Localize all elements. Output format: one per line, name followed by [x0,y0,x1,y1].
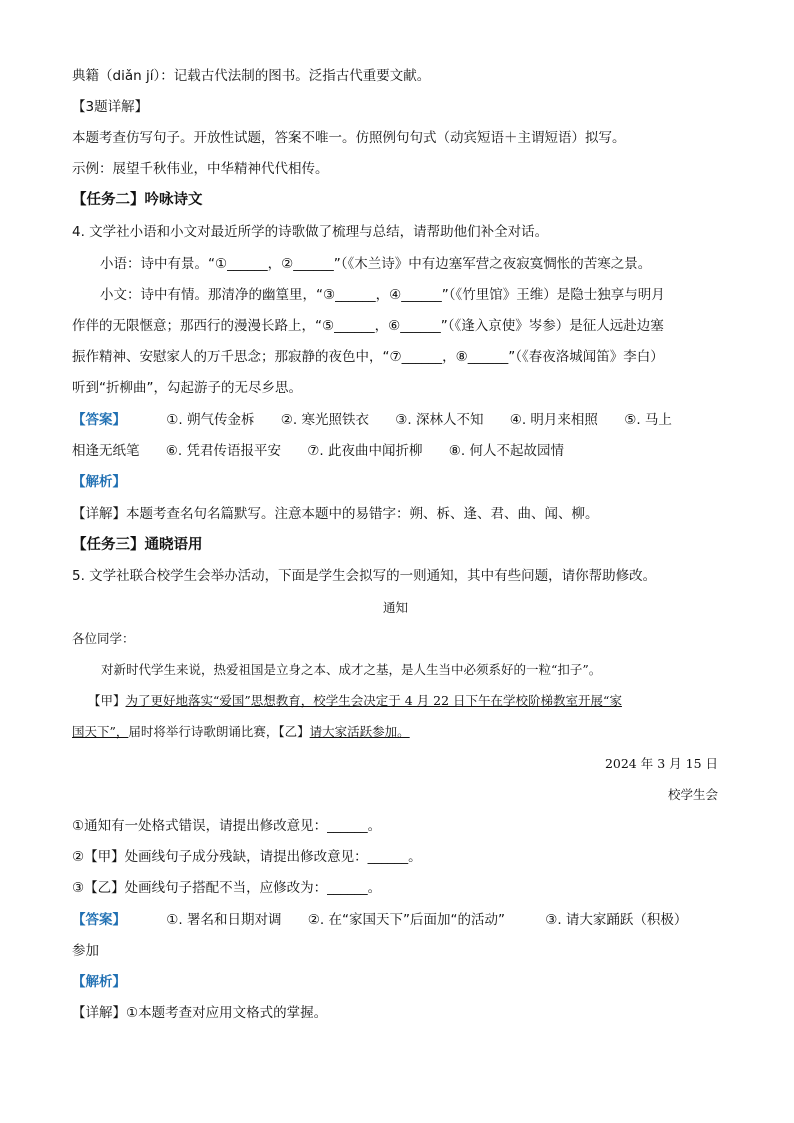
paragraph-q3-example: 示例：展望千秋伟业，中华精神代代相传。 [72,161,329,177]
answer-4-item-5-cont: 相逢无纸笔 [72,443,140,459]
question-5-part-2: ②【甲】处画线句子成分残缺，请提出修改意见：______。 [72,849,422,865]
question-4-line-5: 听到“折柳曲”，勾起游子的无尽乡思。 [72,380,302,396]
question-5-stem: 5. 文学社联合校学生会举办活动，下面是学生会拟写的一则通知，其中有些问题，请你帮助修改。 [72,568,657,584]
detail-4: 【详解】本题考查名句名篇默写。注意本题中的易错字：朔、柝、逢、君、曲、闻、柳。 [72,506,599,522]
notice-body-3 [72,723,410,741]
answer-4-row-2 [72,442,564,460]
notice-body-3-plain: 届时将举行诗歌朗诵比赛， [128,724,279,739]
yi-mark: 【乙】 [278,724,310,739]
paragraph-dianji: 典籍（diǎn jí）：记载古代法制的图书。泛指古代重要文献。 [72,68,431,84]
answer-4-item-1: ①. 朔气传金柝 [166,412,255,428]
answer-4-row-1 [72,411,672,429]
answer-4-item-8: ⑧. 何人不起故园情 [448,443,564,459]
analysis-label-5: 【解析】 [72,974,126,990]
task-three-heading: 【任务三】通晓语用 [72,537,203,553]
task-two-heading: 【任务二】吟咏诗文 [72,192,203,208]
notice-title: 通知 [383,600,409,615]
answer-label: 【答案】 [72,912,126,928]
notice-body-1: 对新时代学生来说，热爱祖国是立身之本、成才之基，是人生当中必须系好的一粒“扣子”。 [101,662,602,677]
question-4-line-3: 作伴的无限惬意；那西行的漫漫长路上，“⑤______，⑥______”（《逢入京使》岑参）是征人远赴边塞 [72,318,664,334]
answer-4-item-4: ④. 明月来相照 [509,412,598,428]
analysis-label-4: 【解析】 [72,474,126,490]
notice-body-2 [88,692,622,710]
answer-5-item-3: ③. 请大家踊跃（积极） [545,912,688,928]
notice-greeting: 各位同学： [72,631,135,646]
notice-date: 2024 年 3 月 15 日 [604,756,718,771]
jia-mark: 【甲】 [88,693,126,708]
question-4-line-4: 振作精神、安慰家人的万千思念；那寂静的夜色中，“⑦______，⑧______”（《春夜洛城闻笛》李白） [72,349,664,365]
question-4-line-2: 小文：诗中有情。那清净的幽篁里，“③______，④______”（《竹里馆》王维）是隐士独享与明月 [100,287,665,303]
answer-5-item-1: ①. 署名和日期对调 [166,912,282,928]
question-4-line-1: 小语：诗中有景。“①______，②______”（《木兰诗》中有边塞军营之夜寂寞惆怅的苦寒之景。 [100,256,652,272]
answer-4-item-3: ③. 深林人不知 [395,412,484,428]
answer-4-item-2: ②. 寒光照铁衣 [280,412,369,428]
jia-underlined-sentence-cont: 国天下”， [72,724,129,739]
answer-5-row-1 [72,911,687,929]
answer-4-item-6: ⑥. 凭君传语报平安 [165,443,281,459]
answer-4-item-7: ⑦. 此夜曲中闻折柳 [307,443,423,459]
question-4-stem: 4. 文学社小语和小文对最近所学的诗歌做了梳理与总结，请帮助他们补全对话。 [72,224,549,240]
answer-4-item-5: ⑤. 马上 [624,412,672,428]
detail-5: 【详解】①本题考查对应用文格式的掌握。 [72,1005,328,1021]
answer-label: 【答案】 [72,412,126,428]
notice-signer: 校学生会 [667,787,718,802]
question-5-part-3: ③【乙】处画线句子搭配不当，应修改为：______。 [72,880,382,896]
section-heading-q3-detail: 【3题详解】 [72,99,149,115]
yi-underlined-sentence: 请大家活跃参加。 [309,724,410,739]
question-5-part-1: ①通知有一处格式错误，请提出修改意见：______。 [72,818,382,834]
answer-5-item-2: ②. 在“家国天下”后面加“的活动” [307,912,505,928]
jia-underlined-sentence: 为了更好地落实“爱国”思想教育，校学生会决定于 4 月 22 日下午在学校阶梯教室开展“家 [125,693,622,708]
answer-5-row-2: 参加 [72,943,99,959]
paragraph-q3-explanation: 本题考查仿写句子。开放性试题，答案不唯一。仿照例句句式（动宾短语＋主谓短语）拟写。 [72,130,626,146]
